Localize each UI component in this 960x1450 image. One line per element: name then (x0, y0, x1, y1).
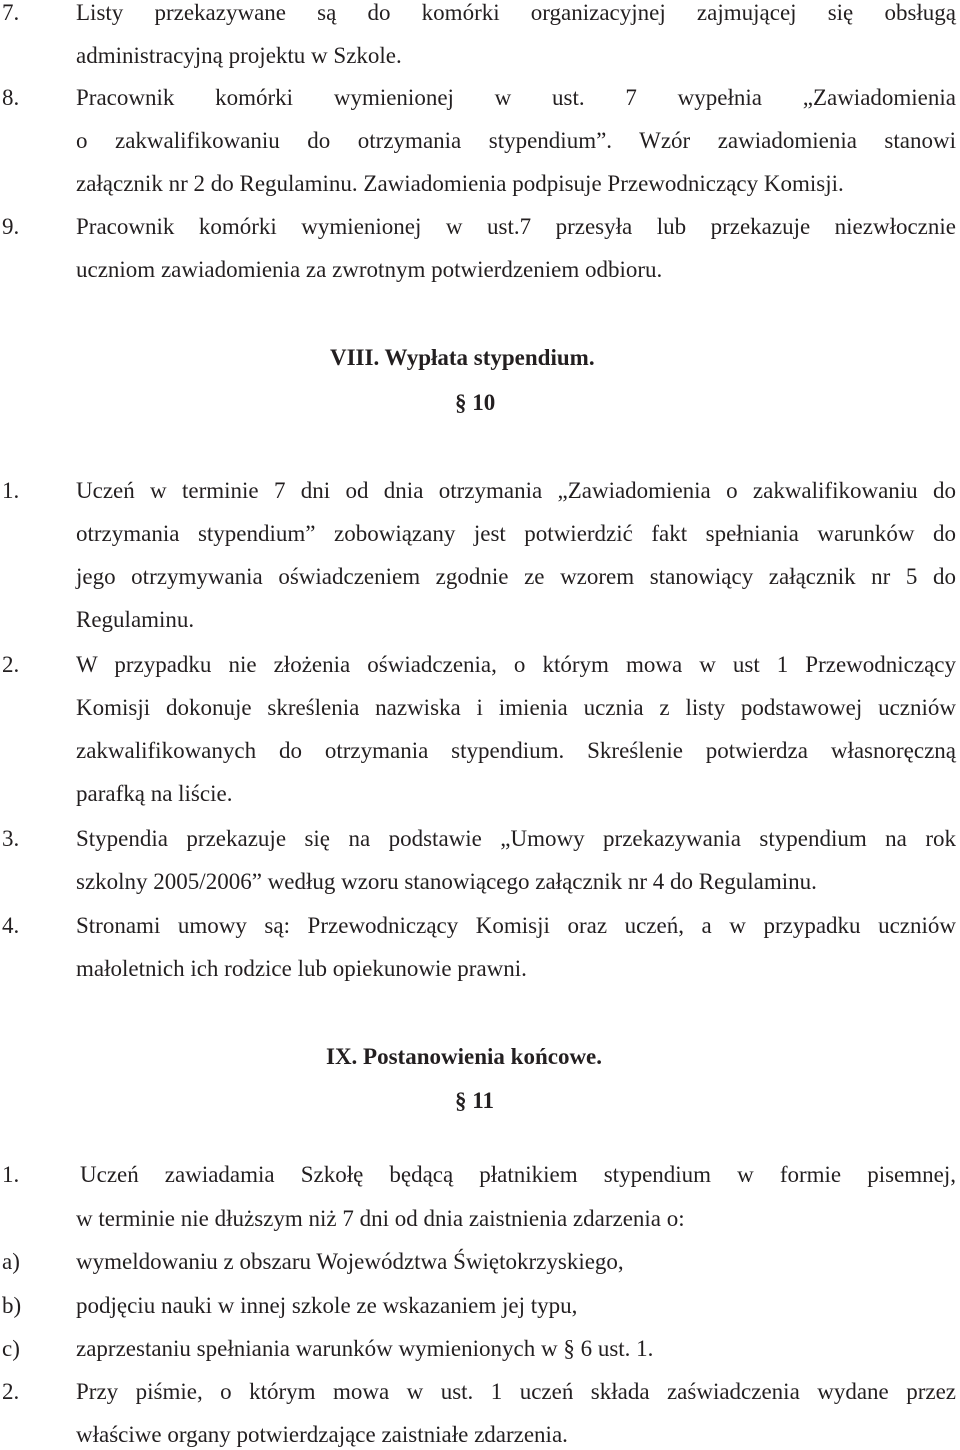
text-line: administracyjną projektu w Szkole. (76, 43, 402, 68)
text-line: otrzymania stypendium” zobowiązany jest potwierdzić fakt spełniania warunków do (76, 521, 956, 546)
item-number: 2. (2, 1379, 20, 1404)
text-line: szkolny 2005/2006” według wzoru stanowiącego załącznik nr 4 do Regulaminu. (76, 869, 817, 894)
paragraph-number: § 10 (455, 390, 496, 415)
section-heading: VIII. Wypłata stypendium. (330, 345, 595, 370)
item-number: 1. (2, 1162, 20, 1187)
item-number: c) (2, 1336, 20, 1361)
text-line: właściwe organy potwierdzające zaistniałe zdarzenia. (76, 1422, 568, 1447)
text-line: Listy przekazywane są do komórki organizacyjnej zajmującej się obsługą (76, 0, 956, 25)
text-line: wymeldowaniu z obszaru Województwa Świętokrzyskiego, (76, 1249, 624, 1274)
item-number: 8. (2, 85, 20, 110)
text-line: podjęciu nauki w innej szkole ze wskazaniem jej typu, (76, 1293, 578, 1318)
text-line: parafką na liście. (76, 781, 233, 806)
item-number: 1. (2, 478, 20, 503)
text-line: Stronami umowy są: Przewodniczący Komisji oraz uczeń, a w przypadku uczniów (76, 913, 956, 938)
text-line: małoletnich ich rodzice lub opiekunowie prawni. (76, 956, 527, 981)
text-line: zakwalifikowanych do otrzymania stypendium. Skreślenie potwierdza własnoręczną (76, 738, 956, 763)
text-line: Komisji dokonuje skreślenia nazwiska i imienia ucznia z listy podstawowej uczniów (76, 695, 956, 720)
section-heading: IX. Postanowienia końcowe. (326, 1044, 603, 1069)
text-line: Pracownik komórki wymienionej w ust. 7 wypełnia „Zawiadomienia (76, 85, 956, 110)
paragraph-number: § 11 (455, 1088, 494, 1113)
text-line: jego otrzymywania oświadczeniem zgodnie ze wzorem stanowiący załącznik nr 5 do (76, 564, 956, 589)
text-line: zaprzestaniu spełniania warunków wymienionych w § 6 ust. 1. (76, 1336, 654, 1361)
item-number: 4. (2, 913, 20, 938)
text-line: w terminie nie dłuższym niż 7 dni od dnia zaistnienia zdarzenia o: (76, 1206, 685, 1231)
text-line: Regulaminu. (76, 607, 195, 632)
item-number: 9. (2, 214, 20, 239)
item-number: a) (2, 1249, 20, 1274)
text-line: Uczeń zawiadamia Szkołę będącą płatnikiem stypendium w formie pisemnej, (80, 1162, 956, 1187)
item-number: 2. (2, 652, 20, 677)
text-line: załącznik nr 2 do Regulaminu. Zawiadomienia podpisuje Przewodniczący Komisji. (76, 171, 844, 196)
item-number: 3. (2, 826, 20, 851)
text-line: Przy piśmie, o którym mowa w ust. 1 uczeń składa zaświadczenia wydane przez (76, 1379, 956, 1404)
text-line: Uczeń w terminie 7 dni od dnia otrzymania „Zawiadomienia o zakwalifikowaniu do (76, 478, 956, 503)
text-line: W przypadku nie złożenia oświadczenia, o którym mowa w ust 1 Przewodniczący (76, 652, 956, 677)
text-line: o zakwalifikowaniu do otrzymania stypendium”. Wzór zawiadomienia stanowi (76, 128, 956, 153)
item-number: b) (2, 1293, 22, 1318)
item-number: 7. (2, 0, 20, 25)
text-line: Stypendia przekazuje się na podstawie „Umowy przekazywania stypendium na rok (76, 826, 956, 851)
text-line: uczniom zawiadomienia za zwrotnym potwierdzeniem odbioru. (76, 257, 663, 282)
text-line: Pracownik komórki wymienionej w ust.7 przesyła lub przekazuje niezwłocznie (76, 214, 956, 239)
